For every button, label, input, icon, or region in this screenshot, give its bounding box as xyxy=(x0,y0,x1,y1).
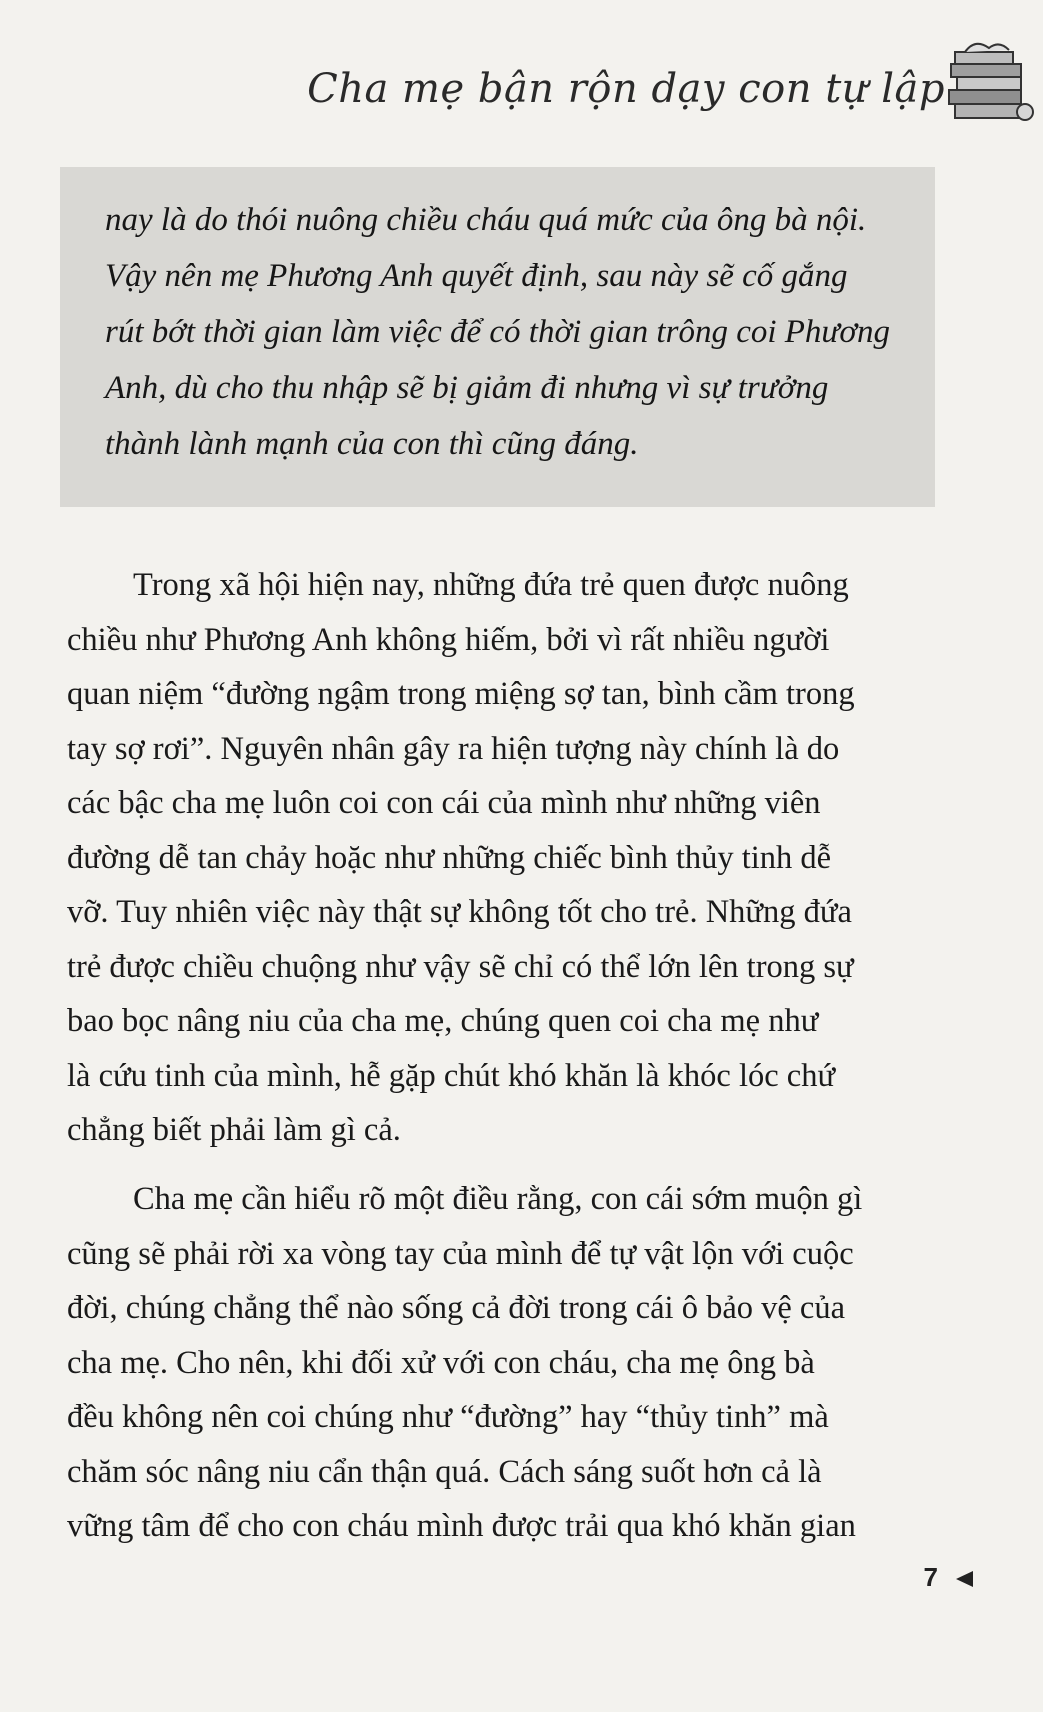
paragraph-line: trẻ được chiều chuộng như vậy sẽ chỉ có thể lớn lên trong sự xyxy=(67,948,854,985)
paragraph-line: là cứu tinh của mình, hễ gặp chút khó khăn là khóc lóc chứ xyxy=(67,1057,836,1094)
paragraph-line: chiều như Phương Anh không hiếm, bởi vì rất nhiều người xyxy=(67,621,830,658)
paragraph-line: tay sợ rơi”. Nguyên nhân gây ra hiện tượng này chính là do xyxy=(67,730,840,767)
paragraph-line: quan niệm “đường ngậm trong miệng sợ tan, bình cầm trong xyxy=(67,676,855,712)
stacked-books-icon xyxy=(945,34,1037,134)
paragraph-line: Trong xã hội hiện nay, những đứa trẻ quen được nuông xyxy=(133,567,849,603)
paragraph-line: bao bọc nâng niu của cha mẹ, chúng quen coi cha mẹ như xyxy=(67,1003,819,1039)
quote-line: thành lành mạnh của con thì cũng đáng. xyxy=(105,426,639,462)
paragraph-line: vững tâm để cho con cháu mình được trải qua khó khăn gian xyxy=(67,1508,856,1544)
paragraph-line: chăm sóc nâng niu cẩn thận quá. Cách sáng suốt hơn cả là xyxy=(67,1453,822,1490)
paragraph-line: Cha mẹ cần hiểu rõ một điều rằng, con cái sớm muộn gì xyxy=(133,1181,863,1217)
quote-line: Anh, dù cho thu nhập sẽ bị giảm đi nhưng vì sự trưởng xyxy=(105,370,829,406)
paragraph-line: chẳng biết phải làm gì cả. xyxy=(67,1112,401,1148)
paragraph-line: cũng sẽ phải rời xa vòng tay của mình để tự vật lộn với cuộc xyxy=(67,1235,854,1272)
quote-line: Vậy nên mẹ Phương Anh quyết định, sau này sẽ cố gắng xyxy=(105,258,848,294)
paragraph-2 xyxy=(67,1172,947,1554)
page-number: 7 xyxy=(923,1562,938,1592)
quote-block xyxy=(105,192,925,472)
paragraph-line: các bậc cha mẹ luôn coi con cái của mình như những viên xyxy=(67,785,821,821)
running-title: Cha mẹ bận rộn dạy con tự lập xyxy=(307,66,945,112)
paragraph-line: đời, chúng chẳng thể nào sống cả đời trong cái ô bảo vệ của xyxy=(67,1290,846,1326)
paragraph-line: cha mẹ. Cho nên, khi đối xử với con cháu, cha mẹ ông bà xyxy=(67,1344,815,1381)
paragraph-line: đều không nên coi chúng như “đường” hay “thủy tinh” mà xyxy=(67,1399,829,1435)
paragraph-line: đường dễ tan chảy hoặc như những chiếc bình thủy tinh dễ xyxy=(67,839,832,876)
quote-line: nay là do thói nuông chiều cháu quá mức của ông bà nội. xyxy=(105,202,867,238)
paragraph-1 xyxy=(67,558,947,1158)
paragraph-line: vỡ. Tuy nhiên việc này thật sự không tốt cho trẻ. Những đứa xyxy=(67,894,852,930)
left-triangle-icon xyxy=(953,1568,975,1590)
quote-line: rút bớt thời gian làm việc để có thời gian trông coi Phương xyxy=(105,314,891,350)
